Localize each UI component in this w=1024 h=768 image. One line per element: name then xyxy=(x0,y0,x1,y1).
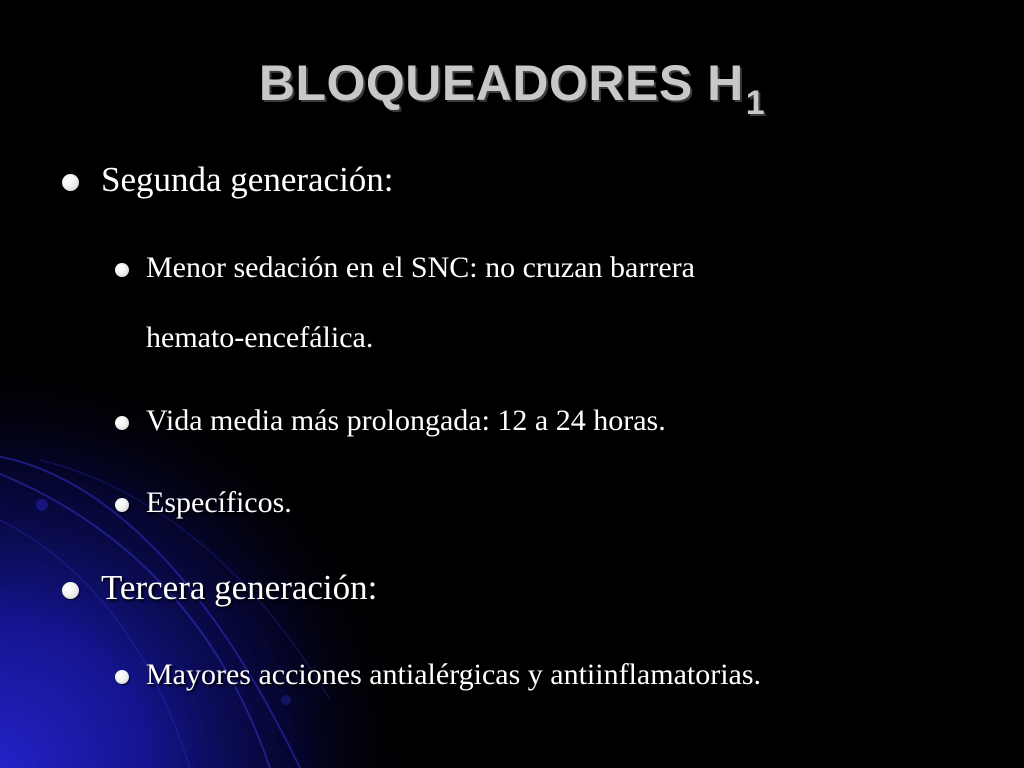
slide-title-subscript: 1 xyxy=(745,84,766,122)
list-item-text: Mayores acciones antialérgicas y antiinflamatorias. xyxy=(146,658,762,691)
list-item-line: Menor sedación en el SNC: no cruzan barrera xyxy=(146,251,695,284)
bullet-icon xyxy=(62,582,79,599)
list-item-text: Vida media más prolongada: 12 a 24 horas. xyxy=(146,404,666,437)
bullet-icon xyxy=(115,670,129,684)
list-item-level2 xyxy=(146,485,292,521)
list-item-level2 xyxy=(146,250,695,356)
bullet-icon xyxy=(62,174,79,191)
slide-title-main: BLOQUEADORES H xyxy=(258,55,744,111)
bullet-icon xyxy=(115,263,129,277)
list-item-text: Segunda generación: xyxy=(101,160,394,199)
list-item-text: Específicos. xyxy=(146,486,292,519)
bullet-icon xyxy=(115,416,129,430)
list-item-line: hemato-encefálica. xyxy=(146,321,374,354)
list-item-text: Tercera generación: xyxy=(101,568,378,607)
list-item-level1 xyxy=(101,160,394,200)
list-item-text xyxy=(146,250,695,356)
list-item-level2 xyxy=(146,657,761,693)
list-item-level1 xyxy=(101,568,377,608)
list-item-level2 xyxy=(146,403,666,439)
bullet-icon xyxy=(115,498,129,512)
